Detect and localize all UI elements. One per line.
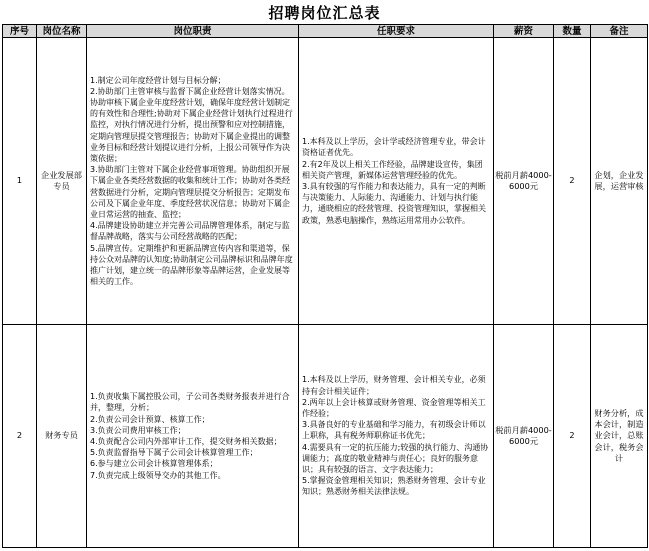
cell-notes[interactable]: 财务分析，成本会计，制造业会计，总账会计，税务会计: [591, 325, 648, 548]
requirement-item: 2.有2年及以上相关工作经验，品牌建设宣传，集团相关资产管理，新媒体运营管理经验的优先。: [302, 159, 483, 180]
header-count[interactable]: 数量: [554, 25, 591, 38]
requirement-item: 3.具有较强的写作能力和表达能力，具有一定的判断与决策能力、人际能力、沟通能力、计划与执行能力，通晓相应的经营管理、投资管理知识，掌握相关政策，熟悉电脑操作，熟练运用常用办公软件。: [302, 182, 486, 225]
header-salary[interactable]: 薪资: [494, 25, 554, 38]
duty-item: 1.负责收集下属控股公司，子公司各类财务报表并进行合并，整理，分析；: [90, 392, 290, 413]
duty-item: 6.参与建立公司会计核算管理体系；: [90, 459, 218, 469]
recruitment-table: [2, 24, 648, 548]
header-row: [3, 25, 648, 38]
cell-notes[interactable]: 企划，企业发展，运营审核: [591, 38, 648, 325]
cell-index[interactable]: 2: [3, 325, 37, 548]
cell-duties[interactable]: [87, 38, 299, 325]
header-duties[interactable]: 岗位职责: [87, 25, 299, 38]
requirement-item: 4.需要具有一定的抗压能力;较强的执行能力、沟通协调能力；高度的敬业精神与责任心；良好的服务意识；具有较强的语言、文字表达能力；: [302, 442, 489, 474]
duty-item: 5.品牌宣传。定期维护和更新品牌宣传内容和渠道等，保持公众对品牌的认知度;协助制定公司品牌标识和品牌年度推广计划，建立统一的品牌形象等品牌运营，企业发展等相关的工作。: [90, 243, 293, 287]
requirement-item: 3.具备良好的专业基础和学习能力，有初级会计师以上职称，具有税务师职称证书优先；: [302, 420, 486, 441]
table-row: [3, 325, 648, 548]
cell-salary[interactable]: 税前月薪4000-6000元: [494, 38, 554, 325]
requirement-item: 5.掌握资金管理相关知识；熟悉财务管理、会计专业知识；熟悉财务相关法律法规。: [302, 476, 486, 497]
cell-count[interactable]: 2: [554, 38, 591, 325]
cell-requirements[interactable]: [299, 325, 494, 548]
header-requirements[interactable]: 任职要求: [299, 25, 494, 38]
duty-item: 1.制定公司年度经营计划与目标分解；: [90, 75, 226, 85]
cell-index[interactable]: 1: [3, 38, 37, 325]
cell-salary[interactable]: 税前月薪4000-6000元: [494, 325, 554, 548]
cell-position[interactable]: 企业发展部专员: [37, 38, 87, 325]
cell-duties[interactable]: [87, 325, 299, 548]
duty-item: 4.品牌建设协助建立并完善公司品牌管理体系，制定与监督品牌战略，落实与公司经营战略的匹配；: [90, 221, 290, 242]
duty-item: 7.负责完成上级领导交办的其他工作。: [90, 470, 226, 480]
requirement-item: 1.本科及以上学历，财务管理、会计相关专业，必须持有会计相关证件；: [302, 375, 486, 396]
table-row: [3, 38, 648, 325]
cell-count[interactable]: 2: [554, 325, 591, 548]
cell-position[interactable]: 财务专员: [37, 325, 87, 548]
duty-item: 2.负责公司会计预算、核算工作；: [90, 414, 210, 424]
header-index[interactable]: 序号: [3, 25, 37, 38]
table-title: 招聘岗位汇总表: [268, 3, 381, 22]
duty-item: 5.负责监督指导下属子公司会计核算管理工作；: [90, 448, 258, 458]
requirement-item: 2.两年以上会计核算或财务管理、资金管理等相关工作经验；: [302, 397, 486, 418]
duty-item: 3.负责公司费用审核工作；: [90, 425, 186, 435]
duty-item: 3.协助部门主管对下属企业经营事项管理。协助组织开展下属企业各类经营数据的收集和统计工作；协助对各类经营数据进行分析，定期向管理层提交分析报告；定期发布公司及下属企业年度、季度经营状况信息；协助对下属企业日常运营的抽查、监控；: [90, 165, 290, 219]
header-position[interactable]: 岗位名称: [37, 25, 87, 38]
cell-requirements[interactable]: [299, 38, 494, 325]
requirement-item: 1.本科及以上学历，会计学或经济管理专业，带会计资格证者优先。: [302, 137, 486, 158]
duty-item: 2.协助部门主管审核与监督下属企业经营计划落实情况。协助审核下属企业年度经营计划，确保年度经营计划制定的有效性和合理性;协助对下属企业经营计划执行过程进行监控，对执行情况进行分析，提出预警和应对控制措施，定期向管理层提交管理报告；协助对下属企业提出的调整业务目标和经营计划提议进行分析，上报公司领导作为决策依据；: [90, 86, 293, 163]
header-notes[interactable]: 备注: [591, 25, 648, 38]
duty-item: 4.负责配合公司内外部审计工作，提交财务相关数据；: [90, 437, 282, 446]
